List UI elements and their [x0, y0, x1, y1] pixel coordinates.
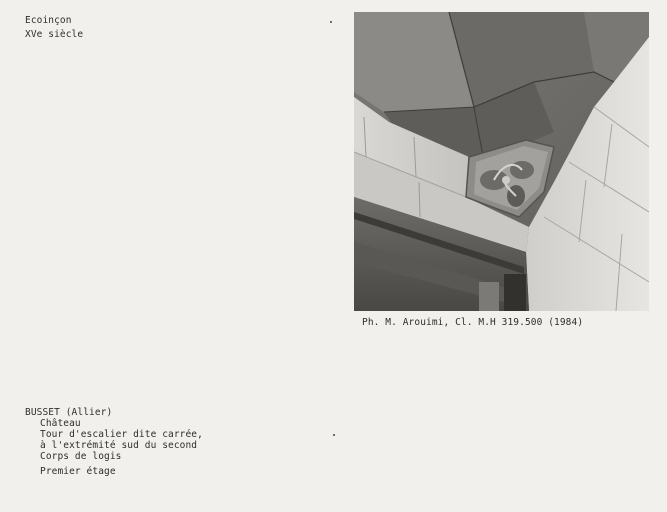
building-name: Château: [40, 418, 81, 429]
place-name: BUSSET (Allier): [25, 407, 113, 418]
photo-credit: Ph. M. Arouimi, Cl. M.H 319.500 (1984): [362, 317, 584, 328]
caption-block: [25, 407, 203, 477]
header-block: [25, 15, 83, 43]
location-line-3: Corps de logis: [40, 451, 122, 462]
architectural-photo: [354, 12, 649, 311]
period-label: XVe siècle: [25, 29, 84, 40]
paper-speck: [330, 21, 332, 23]
document-title: Ecoinçon: [25, 15, 72, 26]
paper-speck: [333, 434, 335, 436]
floor-label: Premier étage: [40, 466, 116, 477]
location-line-1: Tour d'escalier dite carrée,: [40, 429, 203, 440]
location-line-2: à l'extrémité sud du second: [40, 440, 198, 451]
